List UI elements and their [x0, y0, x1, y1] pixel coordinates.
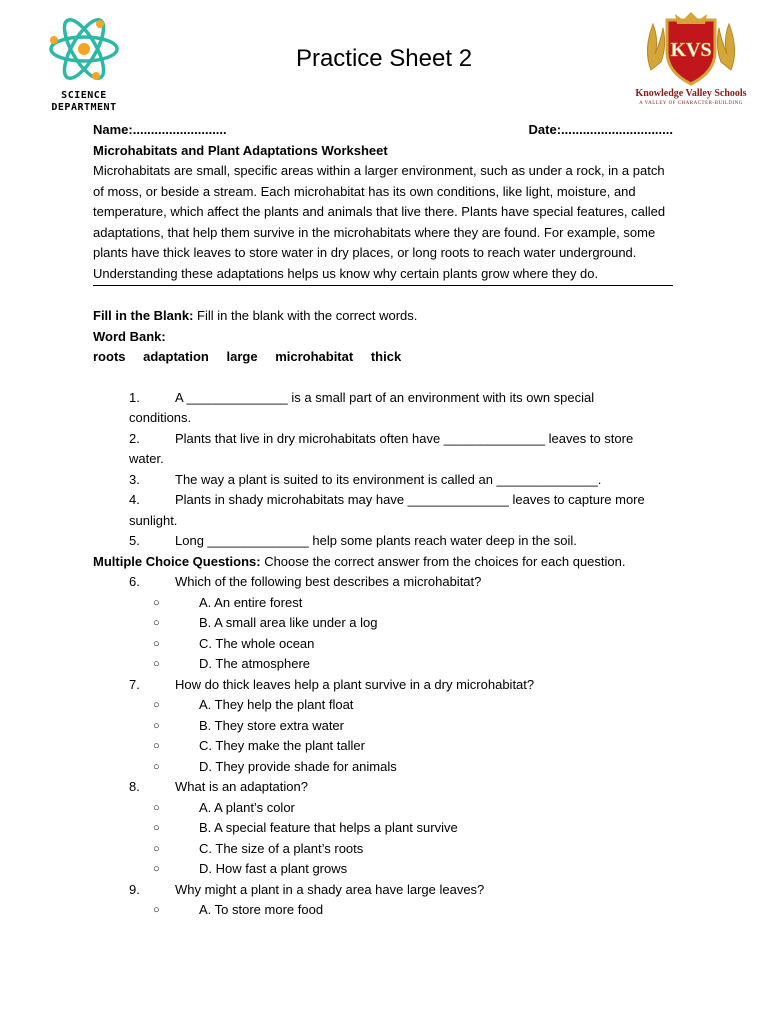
item-text: Plants that live in dry microhabitats often have ______________ leaves to store: [175, 430, 634, 446]
option-text: A. They help the plant float: [199, 697, 354, 712]
mc-heading: [93, 552, 673, 573]
word-bank-item: microhabitat: [275, 349, 354, 364]
circle-bullet-icon: ○: [153, 719, 160, 732]
school-tagline: A VALLEY OF CHARACTER-BUILDING: [639, 101, 743, 106]
school-name: Knowledge Valley Schools: [635, 88, 747, 99]
option-text: B. They store extra water: [199, 717, 344, 733]
option-text: A. A plant’s color: [199, 799, 295, 815]
science-logo-line2: DEPARTMENT: [51, 102, 117, 113]
item-number: 2.: [129, 430, 140, 446]
shield-crest-icon: [641, 10, 741, 88]
question-text: Which of the following best describes a microhabitat?: [175, 574, 482, 589]
answer-option: [93, 798, 673, 819]
page-title: Practice Sheet 2: [295, 45, 473, 72]
circle-bullet-icon: ○: [153, 699, 160, 711]
circle-bullet-icon: ○: [153, 801, 160, 814]
answer-option: [93, 736, 673, 757]
answer-option: [93, 695, 673, 716]
item-text: Plants in shady microhabitats may have ______________ leaves to capture more: [175, 492, 645, 507]
option-text: D. They provide shade for animals: [199, 758, 397, 774]
circle-bullet-icon: ○: [153, 842, 160, 855]
question-text: Why might a plant in a shady area have large leaves?: [175, 881, 485, 897]
word-bank-item: thick: [370, 349, 402, 364]
fill-blank-item: [93, 531, 673, 552]
answer-option: [93, 593, 673, 614]
circle-bullet-icon: ○: [153, 658, 160, 670]
intro-paragraph: Microhabitats are small, specific areas within a larger environment, such as under a rock, in a patch of moss, or beside a stream. Each microhabitat has its own conditions, like light, moisture, and temperature, which affect the plants and animals that live there. Plants have special features, called adaptations, that help them survive in the microhabitats where they are found. For example, some plants have thick leaves to store water in dry places, or long roots to reach water underground. Understanding these adaptations helps us know why certain plants grow where they do.: [93, 161, 673, 286]
item-number: 3.: [129, 471, 140, 487]
mc-question: [93, 880, 673, 921]
option-text: B. A special feature that helps a plant survive: [199, 820, 458, 835]
question-number: 6.: [129, 574, 140, 589]
question-number: 8.: [129, 779, 140, 794]
worksheet-body: [93, 120, 673, 921]
item-continuation: sunlight.: [129, 512, 178, 528]
mc-label: Multiple Choice Questions:: [93, 553, 261, 569]
circle-bullet-icon: ○: [153, 863, 160, 875]
fill-blank-item: [93, 470, 673, 491]
answer-option: [93, 613, 673, 634]
mc-question: [93, 777, 673, 880]
item-number: 4.: [129, 492, 140, 507]
answer-option: [93, 818, 673, 839]
answer-option: [93, 900, 673, 921]
school-logo-letters: KVS: [670, 39, 712, 61]
circle-bullet-icon: ○: [153, 904, 160, 916]
option-text: A. An entire forest: [199, 594, 303, 610]
fill-blank-item: [93, 429, 673, 470]
option-text: D. The atmosphere: [199, 656, 311, 671]
answer-option: [93, 859, 673, 880]
worksheet-subtitle: Microhabitats and Plant Adaptations Worksheet: [93, 142, 388, 158]
fill-blank-item: [93, 490, 673, 531]
question-number: 7.: [129, 676, 140, 692]
word-bank-item: roots: [93, 349, 126, 364]
item-text: The way a plant is suited to its environment is called an ______________.: [175, 471, 602, 487]
fill-blank-item: [93, 388, 673, 429]
question-text: How do thick leaves help a plant survive in a dry microhabitat?: [175, 676, 535, 692]
fill-blank-instruction: Fill in the blank with the correct words.: [193, 308, 418, 323]
option-text: B. A small area like under a log: [199, 615, 378, 630]
date-field: Date:...............................: [528, 122, 673, 137]
answer-option: [93, 839, 673, 860]
question-text: What is an adaptation?: [175, 779, 308, 794]
option-text: C. The whole ocean: [199, 635, 315, 651]
answer-option: [93, 757, 673, 778]
fill-blank-heading: [93, 306, 673, 327]
circle-bullet-icon: ○: [153, 822, 160, 834]
answer-option: [93, 716, 673, 737]
circle-bullet-icon: ○: [153, 760, 160, 773]
word-bank-label: Word Bank:: [93, 328, 166, 344]
item-text: A ______________ is a small part of an environment with its own special: [175, 389, 595, 405]
word-bank: [93, 347, 673, 368]
fill-blank-list: [93, 388, 673, 552]
option-text: A. To store more food: [199, 902, 324, 917]
circle-bullet-icon: ○: [153, 637, 160, 650]
school-logo: [630, 10, 752, 114]
mc-instruction: Choose the correct answer from the choices for each question.: [260, 553, 626, 569]
item-number: 5.: [129, 533, 140, 548]
option-text: C. They make the plant taller: [199, 738, 365, 753]
option-text: C. The size of a plant’s roots: [199, 840, 364, 856]
circle-bullet-icon: ○: [153, 596, 160, 609]
item-continuation: conditions.: [129, 410, 192, 425]
mc-question: [93, 675, 673, 778]
option-text: D. How fast a plant grows: [199, 861, 348, 876]
circle-bullet-icon: ○: [153, 740, 160, 752]
name-date-row: [93, 120, 673, 141]
item-number: 1.: [129, 389, 140, 405]
answer-option: [93, 654, 673, 675]
mc-question: [93, 572, 673, 675]
word-bank-item: large: [226, 349, 258, 364]
question-number: 9.: [129, 881, 140, 897]
fill-blank-label: Fill in the Blank:: [93, 308, 194, 323]
circle-bullet-icon: ○: [153, 617, 160, 629]
answer-option: [93, 634, 673, 655]
science-logo-line1: SCIENCE: [61, 90, 107, 101]
word-bank-item: adaptation: [143, 349, 209, 364]
item-text: Long ______________ help some plants reach water deep in the soil.: [175, 533, 577, 548]
item-continuation: water.: [129, 451, 164, 466]
name-field: Name:..........................: [93, 122, 227, 137]
